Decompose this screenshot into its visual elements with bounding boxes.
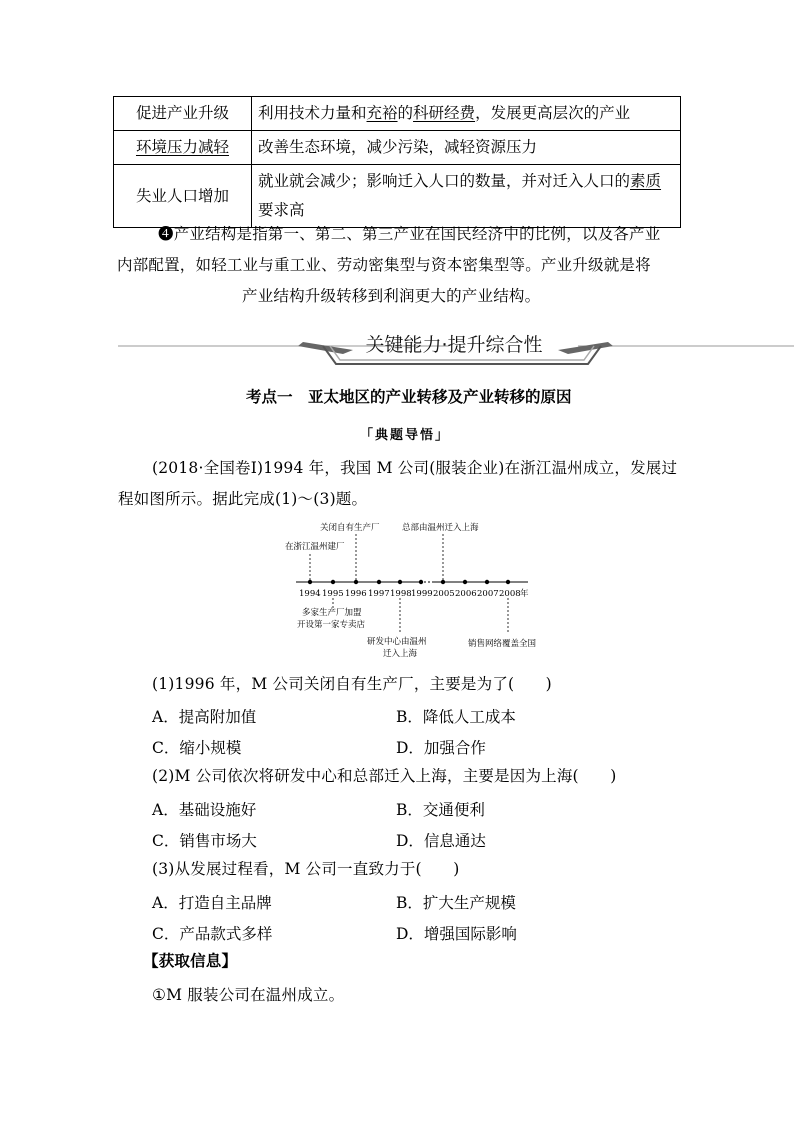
answer-option[interactable]: A．打造自主品牌 bbox=[152, 894, 272, 912]
table-key-cell: 失业人口增加 bbox=[114, 165, 252, 228]
year-label: 2008 bbox=[499, 589, 521, 599]
answer-option[interactable]: B．交通便利 bbox=[396, 801, 485, 819]
year-label: 2005 bbox=[433, 589, 455, 599]
year-label: 1996 bbox=[345, 589, 367, 599]
subheading: 「典题导悟」 bbox=[360, 428, 451, 443]
table-value-cell bbox=[252, 97, 681, 131]
table-row bbox=[114, 131, 681, 165]
timeline-point bbox=[463, 580, 467, 584]
section-title: 考点一 亚太地区的产业转移及产业转移的原因 bbox=[246, 387, 572, 406]
timeline-point bbox=[485, 580, 489, 584]
year-unit: 年 bbox=[520, 589, 529, 599]
table-value-cell: 改善生态环境，减少污染，减轻资源压力 bbox=[252, 131, 681, 165]
table-row bbox=[114, 97, 681, 131]
event-label: 在浙江温州建厂 bbox=[285, 542, 345, 552]
underlined-text: 科研经费 bbox=[413, 104, 476, 122]
event-label: 关闭自有生产厂 bbox=[320, 523, 380, 533]
timeline-point bbox=[398, 580, 402, 584]
value-text: ，发展更高层次的产业 bbox=[475, 104, 631, 122]
note-line-2: 内部配置，如轻工业与重工业、劳动密集型与资本密集型等。产业升级就是将 bbox=[117, 256, 651, 274]
question-intro-line-2: 程如图所示。据此完成(1)～(3)题。 bbox=[118, 490, 368, 508]
underlined-text: 环境压力减轻 bbox=[135, 138, 229, 156]
value-text: 就业就会减少；影响迁入人口的数量，并对迁入人口的 bbox=[258, 172, 631, 190]
timeline-point bbox=[354, 580, 358, 584]
note-line-1 bbox=[158, 218, 660, 250]
answer-option[interactable]: D．加强合作 bbox=[396, 739, 486, 757]
value-text: 的 bbox=[397, 104, 414, 122]
section-banner bbox=[335, 330, 573, 360]
timeline-point bbox=[308, 580, 312, 584]
event-label: 销售网络覆盖全国 bbox=[468, 639, 537, 649]
year-label: 1997 bbox=[368, 589, 390, 599]
question-stem: (3)从发展过程看，M 公司一直致力于( ) bbox=[152, 860, 460, 878]
answer-option[interactable]: C．缩小规模 bbox=[152, 739, 242, 757]
underlined-text: 充裕 bbox=[366, 104, 398, 122]
event-label: 迁入上海 bbox=[383, 649, 418, 659]
note-line-3: 产业结构升级转移到利润更大的产业结构。 bbox=[242, 287, 541, 305]
info-label: 【获取信息】 bbox=[143, 951, 238, 970]
event-label: 研发中心由温州 bbox=[367, 637, 427, 647]
answer-option[interactable]: A．提高附加值 bbox=[152, 708, 257, 726]
timeline-point bbox=[377, 580, 381, 584]
year-label: 2006 bbox=[455, 589, 477, 599]
underlined-text: 素质 bbox=[630, 172, 662, 190]
answer-option[interactable]: B．降低人工成本 bbox=[396, 708, 516, 726]
company-timeline-diagram bbox=[280, 514, 550, 666]
table-key-cell bbox=[114, 131, 252, 165]
note-text: 产业结构是指第一、第二、第三产业在国民经济中的比例，以及各产业 bbox=[173, 225, 661, 243]
table-key-cell: 促进产业升级 bbox=[114, 97, 252, 131]
answer-option[interactable]: D．增强国际影响 bbox=[396, 925, 517, 943]
industry-transfer-effects-table bbox=[113, 96, 681, 228]
year-label: 1998 bbox=[390, 589, 412, 599]
value-text: 要求高 bbox=[258, 201, 305, 219]
event-label: 开设第一家专卖店 bbox=[297, 620, 366, 630]
question-intro-line-1: (2018·全国卷Ⅰ)1994 年，我国 M 公司(服装企业)在浙江温州成立，发展过 bbox=[152, 459, 678, 477]
note-marker: ❹ bbox=[158, 225, 174, 243]
value-text: 利用技术力量和 bbox=[258, 104, 367, 122]
timeline-point bbox=[419, 580, 423, 584]
answer-option[interactable]: C．产品款式多样 bbox=[152, 925, 273, 943]
answer-option[interactable]: D．信息通达 bbox=[396, 832, 486, 850]
year-label: 1999 bbox=[411, 589, 433, 599]
answer-option[interactable]: B．扩大生产规模 bbox=[396, 894, 516, 912]
event-label: 多家生产厂加盟 bbox=[302, 608, 362, 618]
event-label: 总部由温州迁入上海 bbox=[402, 523, 479, 533]
info-item: ①M 服装公司在温州成立。 bbox=[152, 986, 345, 1004]
year-label: 2007 bbox=[477, 589, 499, 599]
question-stem: (2)M 公司依次将研发中心和总部迁入上海，主要是因为上海( ) bbox=[152, 767, 617, 785]
timeline-point bbox=[331, 580, 335, 584]
banner-title: 关键能力·提升综合性 bbox=[365, 334, 543, 356]
answer-option[interactable]: C．销售市场大 bbox=[152, 832, 257, 850]
year-label: 1995 bbox=[322, 589, 344, 599]
timeline-point bbox=[441, 580, 445, 584]
timeline-point bbox=[506, 580, 510, 584]
question-stem: (1)1996 年，M 公司关闭自有生产厂，主要是为了( ) bbox=[152, 675, 552, 693]
year-label: 1994 bbox=[299, 589, 321, 599]
answer-option[interactable]: A．基础设施好 bbox=[152, 801, 257, 819]
